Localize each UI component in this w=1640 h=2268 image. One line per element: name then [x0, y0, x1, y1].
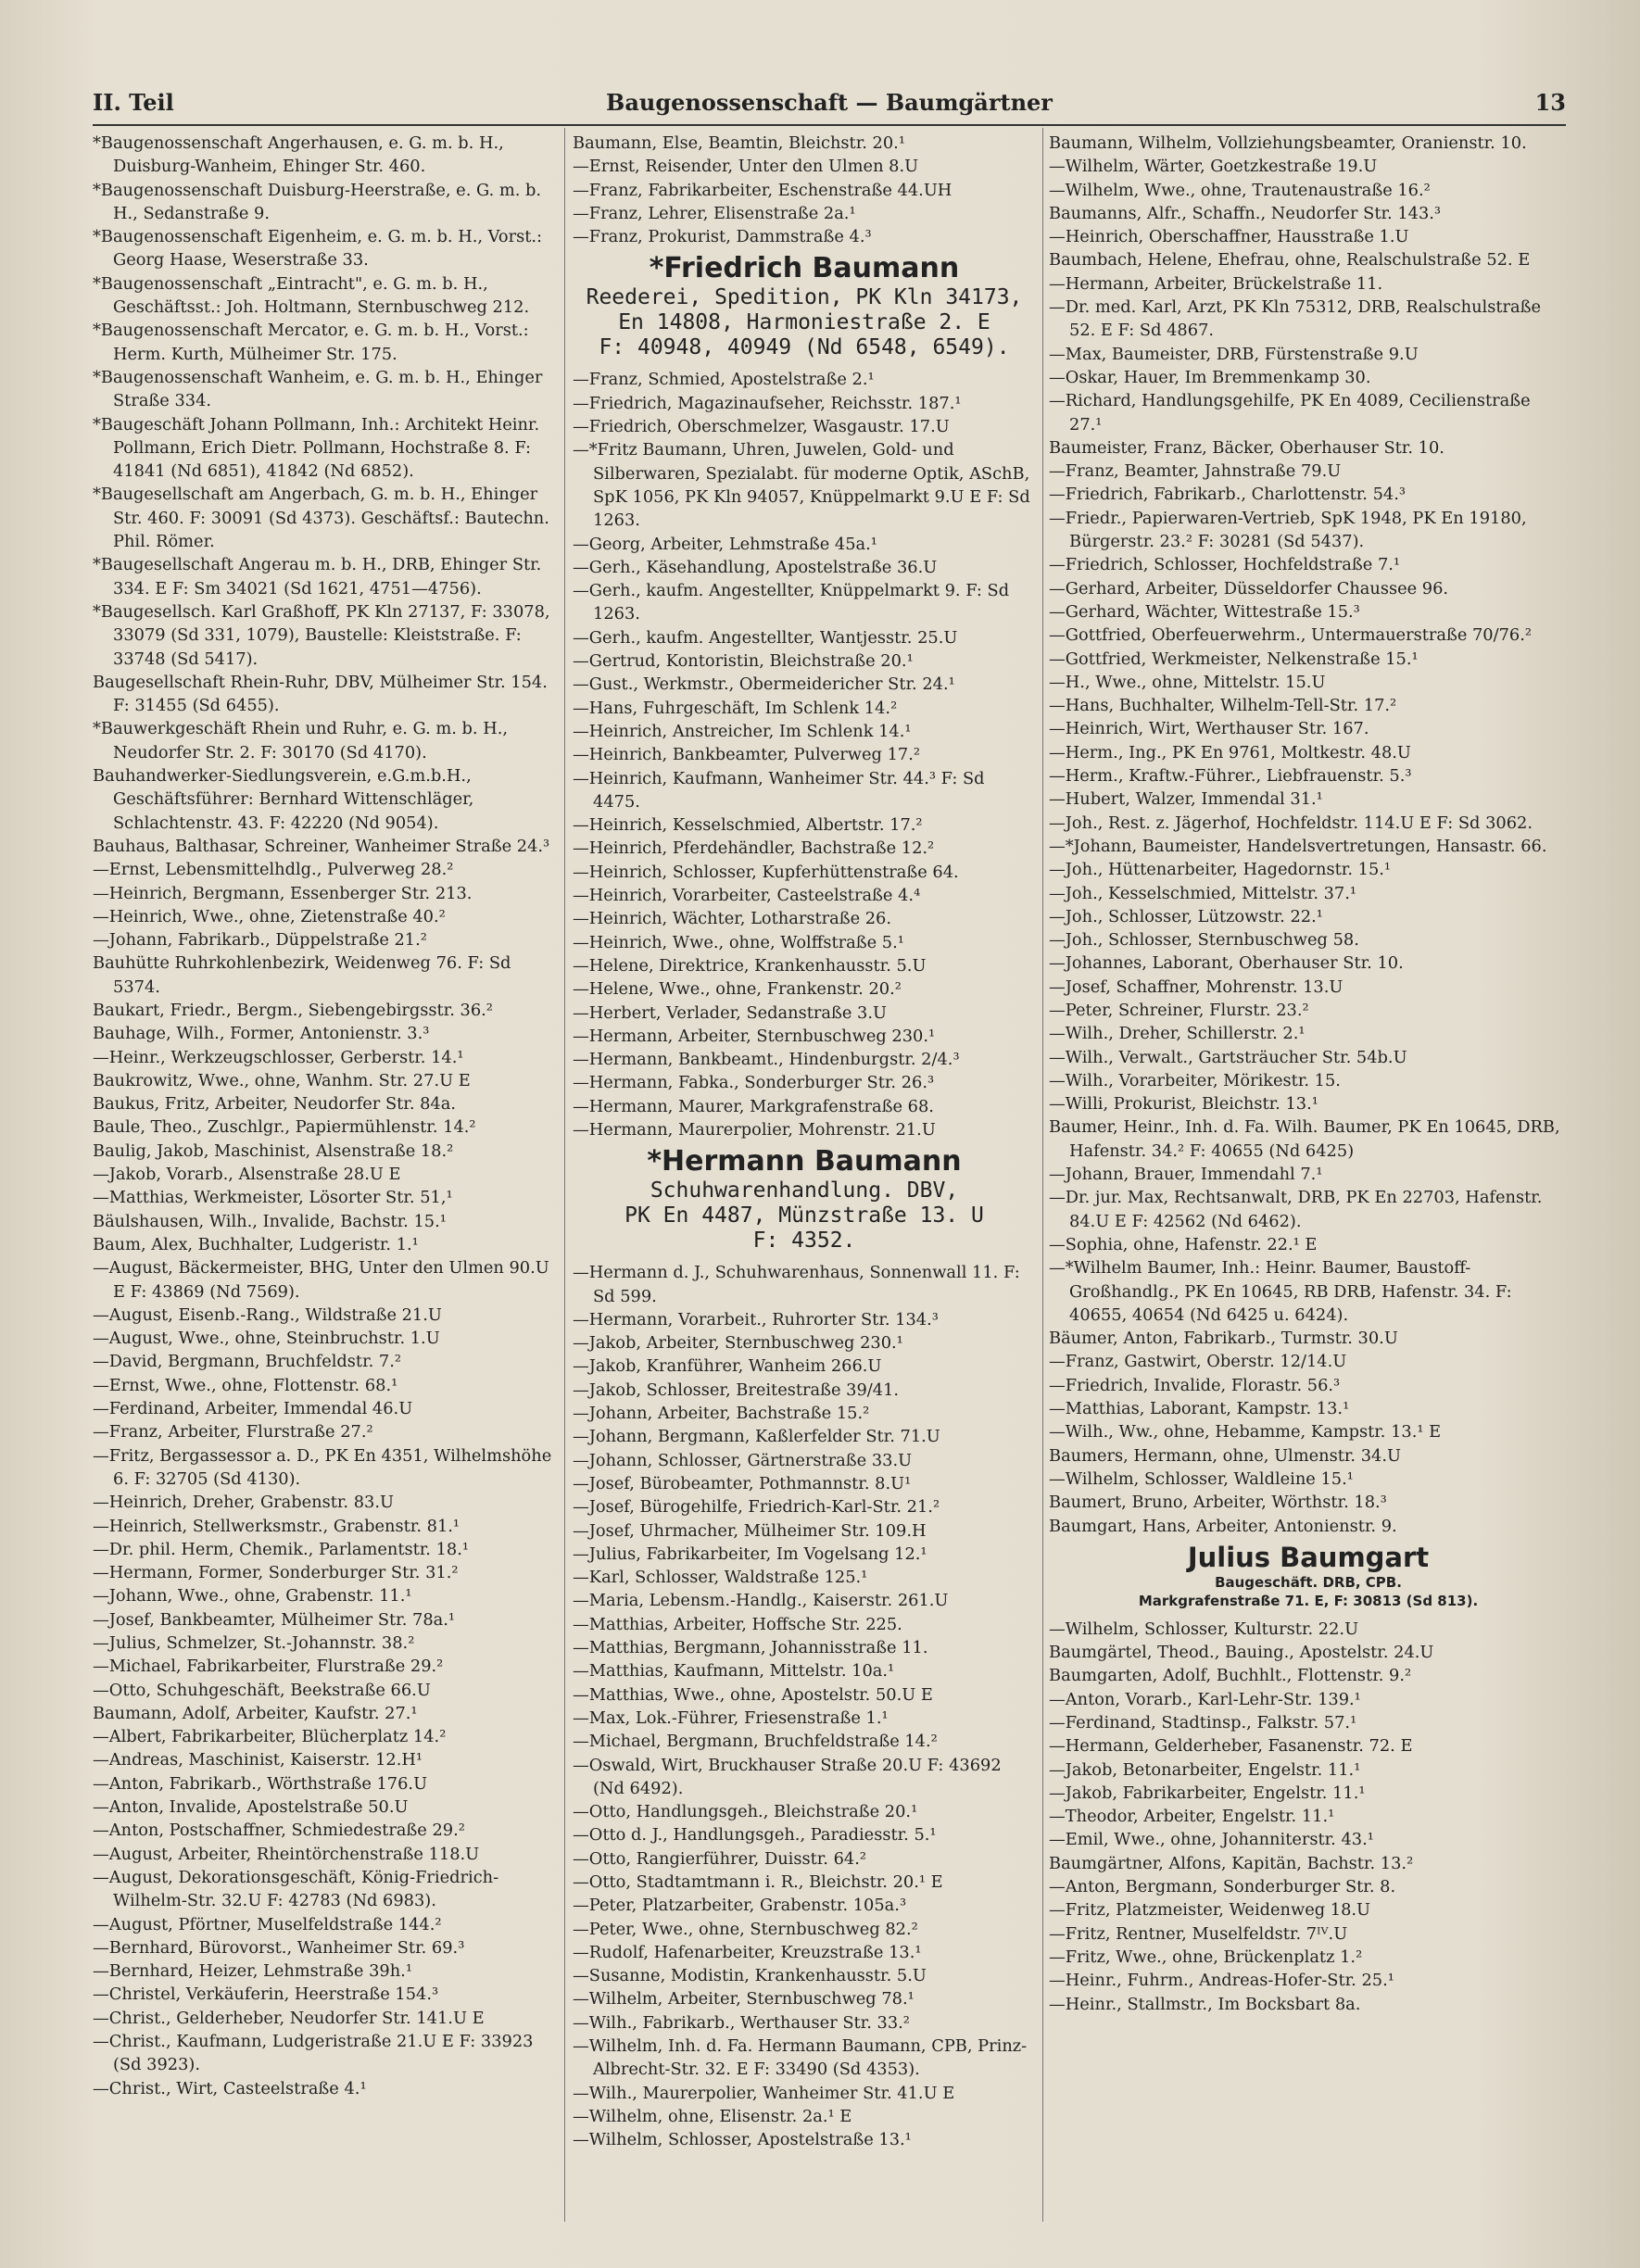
directory-entry: —Otto, Handlungsgeh., Bleichstraße 20.¹ — [573, 1802, 918, 1822]
directory-entry: —Oskar, Hauer, Im Bremmenkamp 30. — [1049, 367, 1371, 387]
directory-entry: —Josef, Bürogehilfe, Friedrich-Karl-Str. 21.² — [573, 1497, 940, 1518]
directory-entry: —Johann, Schlosser, Gärtnerstraße 33.U — [573, 1450, 913, 1470]
directory-entry: —Friedrich, Schlosser, Hochfeldstraße 7.¹ — [1049, 555, 1401, 575]
directory-entry: —Hermann, Bankbeamt., Hindenburgstr. 2/4.³ — [573, 1050, 960, 1070]
directory-entry: —Heinrich, Dreher, Grabenstr. 83.U — [93, 1493, 395, 1513]
directory-entry: —August, Pförtner, Muselfeldstraße 144.² — [93, 1914, 442, 1934]
directory-entry: —Heinrich, Wwe., ohne, Wolffstraße 5.¹ — [573, 932, 904, 952]
directory-entry: —Bernhard, Heizer, Lehmstraße 39h.¹ — [93, 1961, 412, 1982]
directory-entry: Baumgart, Hans, Arbeiter, Antonienstr. 9. — [1049, 1516, 1397, 1536]
directory-entry: —Otto d. J., Handlungsgeh., Paradiesstr. 5.¹ — [573, 1825, 937, 1846]
directory-entry: —Hermann d. J., Schuhwarenhaus, Sonnenwall 11. F: Sd 599. — [573, 1263, 1020, 1306]
advertisement-line: Baugeschäft. DRB, CPB. — [1215, 1573, 1402, 1591]
directory-entry: —Franz, Fabrikarbeiter, Eschenstraße 44.UH — [573, 180, 952, 200]
directory-entry: —Hubert, Walzer, Immendal 31.¹ — [1049, 789, 1323, 810]
directory-entry: —Matthias, Laborant, Kampstr. 13.¹ — [1049, 1399, 1350, 1419]
directory-entry: —Herm., Kraftw.-Führer., Liebfrauenstr. 5.³ — [1049, 766, 1412, 787]
directory-entry: *Baugenossenschaft Angerhausen, e. G. m. b. H., Duisburg-Wanheim, Ehinger Str. 460. — [93, 133, 504, 177]
directory-entry: Baum, Alex, Buchhalter, Ludgeristr. 1.¹ — [93, 1234, 419, 1254]
directory-entry: —Theodor, Arbeiter, Engelstr. 11.¹ — [1049, 1807, 1335, 1827]
directory-entry: —Ernst, Wwe., ohne, Flottenstr. 68.¹ — [93, 1375, 398, 1395]
directory-entry: —Christ., Wirt, Casteelstraße 4.¹ — [93, 2078, 367, 2098]
directory-entry: —*Fritz Baumann, Uhren, Juwelen, Gold- und Silberwaren, Spezialabt. für moderne Optik, ASchB, SpK 1056, PK Kln 94057, Knüppelmarkt 9.U E F: Sd 1263. — [573, 440, 1030, 531]
directory-entry: —Gust., Werkmstr., Obermeidericher Str. 24.¹ — [573, 674, 955, 695]
directory-entry: —Ferdinand, Stadtinsp., Falkstr. 57.¹ — [1049, 1713, 1357, 1732]
directory-entry: —Dr. med. Karl, Arzt, PK Kln 75312, DRB, Realschulstraße 52. E F: Sd 4867. — [1049, 297, 1541, 341]
advertisement-line: F: 4352. — [752, 1228, 856, 1254]
advertisement-line: PK En 4487, Münzstraße 13. U — [624, 1203, 984, 1228]
directory-entry: —Anton, Invalide, Apostelstraße 50.U — [93, 1797, 409, 1818]
directory-entry: Baumgarten, Adolf, Buchhlt., Flottenstr. 9.² — [1049, 1666, 1412, 1686]
directory-entry: —Rudolf, Hafenarbeiter, Kreuzstraße 13.¹ — [573, 1942, 922, 1962]
directory-entry: —Franz, Arbeiter, Flurstraße 27.² — [93, 1422, 373, 1443]
directory-entry: —Matthias, Wwe., ohne, Apostelstr. 50.U E — [573, 1684, 933, 1705]
directory-entry: —Friedrich, Fabrikarb., Charlottenstr. 54.³ — [1049, 485, 1406, 505]
business-advertisement — [1049, 1542, 1568, 1610]
directory-entry: —Wilhelm, Inh. d. Fa. Hermann Baumann, CPB, Prinz-Albrecht-Str. 32. E F: 33490 (Sd 4353). — [573, 2036, 1028, 2080]
directory-entry: —Gerhard, Wächter, Wittestraße 15.³ — [1049, 601, 1360, 622]
directory-entry: —Johann, Bergmann, Kaßlerfelder Str. 71.U — [573, 1427, 940, 1447]
directory-entry: —August, Eisenb.-Rang., Wildstraße 21.U — [93, 1304, 442, 1325]
directory-entry: —Friedrich, Magazinaufseher, Reichsstr. 187.¹ — [573, 393, 962, 413]
directory-entry: —Joh., Rest. z. Jägerhof, Hochfeldstr. 114.U E F: Sd 3062. — [1049, 813, 1533, 833]
directory-entry: Baumbach, Helene, Ehefrau, ohne, Realschulstraße 52. E — [1049, 250, 1531, 271]
directory-entry: —Wilh., Vorarbeiter, Mörikestr. 15. — [1049, 1070, 1341, 1090]
directory-entry: —Friedrich, Invalide, Florastr. 56.³ — [1049, 1375, 1341, 1395]
column-divider — [1042, 128, 1043, 2222]
running-title: Baugenossenschaft — Baumgärtner — [606, 89, 1053, 116]
directory-entry: —Fritz, Platzmeister, Weidenweg 18.U — [1049, 1900, 1371, 1921]
directory-entry: —Hermann, Vorarbeit., Ruhrorter Str. 134.³ — [573, 1309, 939, 1329]
directory-entry: —Hermann, Former, Sonderburger Str. 31.² — [93, 1563, 459, 1583]
directory-entry: —August, Dekorationsgeschäft, König-Friedrich-Wilhelm-Str. 32.U F: 42783 (Nd 6983). — [93, 1867, 499, 1911]
directory-entry: Baule, Theo., Zuschlgr., Papiermühlenstr. 14.² — [93, 1117, 476, 1138]
directory-entry: —Joh., Schlosser, Sternbuschweg 58. — [1049, 930, 1359, 951]
directory-entry: —Heinrich, Pferdehändler, Bachstraße 12.² — [573, 838, 935, 859]
directory-entry: —Hermann, Arbeiter, Brückelstraße 11. — [1049, 273, 1383, 294]
directory-entry: —Josef, Bürobeamter, Pothmannstr. 8.U¹ — [573, 1473, 912, 1493]
directory-entry: Baumanns, Alfr., Schaffn., Neudorfer Str. 143.³ — [1049, 203, 1442, 223]
directory-entry: —Herm., Ing., PK En 9761, Moltkestr. 48.U — [1049, 742, 1411, 762]
directory-entry: —Helene, Direktrice, Krankenhausstr. 5.U — [573, 955, 927, 976]
directory-entry: —Heinrich, Wirt, Werthauser Str. 167. — [1049, 719, 1369, 739]
directory-entry: —Wilhelm, Wwe., ohne, Trautenaustraße 16.² — [1049, 180, 1431, 200]
advertisement-title: *Friedrich Baumann — [649, 252, 960, 285]
directory-entry: *Baugesellschaft am Angerbach, G. m. b. H., Ehinger Str. 460. F: 30091 (Sd 4373). Geschäftsf.: Bautechn. Phil. Römer. — [93, 485, 549, 552]
directory-entry: —Matthias, Kaufmann, Mittelstr. 10a.¹ — [573, 1661, 895, 1682]
directory-entry: —Heinrich, Bergmann, Essenberger Str. 213. — [93, 883, 473, 903]
directory-entry: —Ferdinand, Arbeiter, Immendal 46.U — [93, 1399, 413, 1419]
directory-entry: —Heinrich, Anstreicher, Im Schlenk 14.¹ — [573, 721, 912, 741]
directory-entry: Bauhaus, Balthasar, Schreiner, Wanheimer Straße 24.³ — [93, 836, 550, 856]
directory-entry: —Josef, Bankbeamter, Mülheimer Str. 78a.¹ — [93, 1609, 456, 1630]
column-divider — [564, 128, 565, 2222]
directory-entry: —Hans, Fuhrgeschäft, Im Schlenk 14.² — [573, 698, 898, 718]
directory-entry: Bäulshausen, Wilh., Invalide, Bachstr. 15.¹ — [93, 1211, 447, 1231]
directory-entry: —Anton, Bergmann, Sonderburger Str. 8. — [1049, 1877, 1396, 1897]
directory-entry: —Gerh., kaufm. Angestellter, Wantjesstr. 25.U — [573, 627, 958, 648]
directory-entry: —Richard, Handlungsgehilfe, PK En 4089, Cecilienstraße 27.¹ — [1049, 391, 1531, 435]
directory-entry: —Joh., Schlosser, Lützowstr. 22.¹ — [1049, 906, 1323, 926]
business-advertisement — [573, 1145, 1036, 1254]
directory-entry: —Max, Lok.-Führer, Friesenstraße 1.¹ — [573, 1707, 889, 1728]
page-header — [93, 89, 1566, 126]
directory-entry: —Jakob, Betonarbeiter, Engelstr. 11.¹ — [1049, 1759, 1361, 1780]
directory-entry: —Peter, Platzarbeiter, Grabenstr. 105a.³ — [573, 1896, 907, 1916]
directory-entry: —Heinr., Fuhrm., Andreas-Hofer-Str. 25.¹ — [1049, 1971, 1394, 1991]
directory-entry: —Heinrich, Wwe., ohne, Zietenstraße 40.² — [93, 906, 446, 926]
directory-entry: —Anton, Vorarb., Karl-Lehr-Str. 139.¹ — [1049, 1689, 1361, 1709]
directory-entry: —Julius, Schmelzer, St.-Johannstr. 38.² — [93, 1633, 415, 1653]
directory-entry: *Bauwerkgeschäft Rhein und Ruhr, e. G. m. b. H., Neudorfer Str. 2. F: 30170 (Sd 4170). — [93, 719, 509, 762]
directory-entry: —August, Wwe., ohne, Steinbruchstr. 1.U — [93, 1329, 440, 1349]
directory-entry: —Albert, Fabrikarbeiter, Blücherplatz 14.² — [93, 1727, 447, 1747]
directory-entry: —H., Wwe., ohne, Mittelstr. 15.U — [1049, 672, 1326, 692]
directory-entry: Baumann, Else, Beamtin, Bleichstr. 20.¹ — [573, 133, 905, 153]
business-advertisement — [573, 252, 1036, 360]
directory-entry: —Jakob, Arbeiter, Sternbuschweg 230.¹ — [573, 1333, 903, 1354]
directory-entry: —Fritz, Rentner, Muselfeldstr. 7ᴵⱽ.U — [1049, 1923, 1348, 1944]
directory-entry: —Michael, Fabrikarbeiter, Flurstraße 29.² — [93, 1657, 444, 1677]
directory-entry: *Baugesellsch. Karl Graßhoff, PK Kln 27137, F: 33078, 33079 (Sd 331, 1079), Baustelle: Kleiststraße. F: 33748 (Sd 5417). — [93, 601, 550, 669]
directory-entry: —Johannes, Laborant, Oberhauser Str. 10. — [1049, 953, 1404, 974]
directory-entry: —Wilh., Ww., ohne, Hebamme, Kampstr. 13.¹ E — [1049, 1422, 1442, 1443]
directory-entry: —Franz, Lehrer, Elisenstraße 2a.¹ — [573, 203, 856, 223]
directory-entry: —Anton, Fabrikarb., Wörthstraße 176.U — [93, 1773, 428, 1794]
directory-entry: —August, Bäckermeister, BHG, Unter den Ulmen 90.U E F: 43869 (Nd 7569). — [93, 1258, 549, 1302]
directory-entry: —Joh., Kesselschmied, Mittelstr. 37.¹ — [1049, 883, 1357, 903]
directory-entry: —Wilhelm, ohne, Elisenstr. 2a.¹ E — [573, 2106, 852, 2126]
directory-entry: —Michael, Bergmann, Bruchfeldstraße 14.² — [573, 1732, 938, 1752]
directory-entry: *Baugenossenschaft Mercator, e. G. m. b. H., Vorst.: Herm. Kurth, Mülheimer Str. 175. — [93, 321, 529, 364]
directory-entry: Baumgärtner, Alfons, Kapitän, Bachstr. 13.² — [1049, 1853, 1414, 1873]
directory-entry: Bauhandwerker-Siedlungsverein, e.G.m.b.H., Geschäftsführer: Bernhard Wittenschläger, Schlachtenstr. 43. F: 42220 (Nd 9054). — [93, 766, 474, 833]
directory-entry: *Baugeschäft Johann Pollmann, Inh.: Architekt Heinr. Pollmann, Erich Dietr. Pollmann, Hochstraße 8. F: 41841 (Nd 6851), 41842 (Nd 6852). — [93, 414, 540, 482]
advertisement-line: En 14808, Harmoniestraße 2. E — [618, 310, 990, 335]
directory-entry: —Joh., Hüttenarbeiter, Hagedornstr. 15.¹ — [1049, 860, 1392, 880]
directory-entry: —Heinrich, Vorarbeiter, Casteelstraße 4.⁴ — [573, 886, 921, 906]
directory-entry: —Max, Baumeister, DRB, Fürstenstraße 9.U — [1049, 344, 1419, 364]
directory-entry: —Johann, Brauer, Immendahl 7.¹ — [1049, 1165, 1323, 1185]
page-number: 13 — [1534, 89, 1566, 116]
directory-entry: —Dr. jur. Max, Rechtsanwalt, DRB, PK En 22703, Hafenstr. 84.U E F: 42562 (Nd 6462). — [1049, 1188, 1543, 1231]
directory-entry: —Otto, Rangierführer, Duisstr. 64.² — [573, 1848, 867, 1869]
directory-entry: —Wilh., Verwalt., Gartsträucher Str. 54b.U — [1049, 1047, 1407, 1067]
directory-entry: —Maria, Lebensm.-Handlg., Kaiserstr. 261.U — [573, 1591, 949, 1611]
directory-entry: Baumers, Hermann, ohne, Ulmenstr. 34.U — [1049, 1445, 1401, 1466]
directory-entry: —Ernst, Reisender, Unter den Ulmen 8.U — [573, 157, 919, 177]
directory-entry: —Josef, Uhrmacher, Mülheimer Str. 109.H — [573, 1520, 927, 1541]
directory-entry: —Hermann, Fabka., Sonderburger Str. 26.³ — [573, 1073, 935, 1093]
advertisement-line: F: 40948, 40949 (Nd 6548, 6549). — [599, 335, 1010, 360]
directory-column-3 — [1049, 132, 1568, 2225]
directory-entry: Baugesellschaft Rhein-Ruhr, DBV, Mülheimer Str. 154. F: 31455 (Sd 6455). — [93, 672, 548, 716]
directory-entry: —Fritz, Bergassessor a. D., PK En 4351, Wilhelmshöhe 6. F: 32705 (Sd 4130). — [93, 1445, 552, 1489]
directory-entry: —Matthias, Werkmeister, Lösorter Str. 51,¹ — [93, 1188, 453, 1208]
directory-entry: —Heinrich, Bankbeamter, Pulverweg 17.² — [573, 745, 920, 765]
directory-entry: Baumeister, Franz, Bäcker, Oberhauser Str. 10. — [1049, 437, 1444, 458]
directory-entry: Baumann, Wilhelm, Vollziehungsbeamter, Oranienstr. 10. — [1049, 133, 1527, 153]
directory-entry: —Susanne, Modistin, Krankenhausstr. 5.U — [573, 1966, 927, 1986]
directory-entry: —Franz, Prokurist, Dammstraße 4.³ — [573, 227, 872, 247]
directory-entry: —Georg, Arbeiter, Lehmstraße 45a.¹ — [573, 534, 877, 554]
directory-entry: —Gerh., Käsehandlung, Apostelstraße 36.U — [573, 557, 938, 577]
directory-entry: —Ernst, Lebensmittelhdlg., Pulverweg 28.² — [93, 860, 454, 880]
directory-entry: —Christ., Kaufmann, Ludgeristraße 21.U E F: 33923 (Sd 3923). — [93, 2032, 534, 2075]
directory-entry: —Jakob, Schlosser, Breitestraße 39/41. — [573, 1380, 900, 1400]
directory-entry: —Otto, Schuhgeschäft, Beekstraße 66.U — [93, 1680, 431, 1700]
directory-entry: —Heinrich, Oberschaffner, Hausstraße 1.U — [1049, 227, 1409, 247]
directory-entry: *Baugenossenschaft „Eintracht", e. G. m. b. H., Geschäftsst.: Joh. Holtmann, Sternbuschweg 212. — [93, 273, 530, 318]
directory-entry: —Friedr., Papierwaren-Vertrieb, SpK 1948, PK En 19180, Bürgerstr. 23.² F: 30281 (Sd 5437). — [1049, 508, 1527, 552]
directory-entry: —Heinrich, Kesselschmied, Albertstr. 17.² — [573, 815, 923, 836]
directory-entry: —Hermann, Maurer, Markgrafenstraße 68. — [573, 1096, 934, 1116]
directory-entry: —Johann, Wwe., ohne, Grabenstr. 11.¹ — [93, 1586, 412, 1606]
advertisement-title: *Hermann Baumann — [647, 1145, 962, 1178]
directory-entry: —Jakob, Vorarb., Alsenstraße 28.U E — [93, 1165, 401, 1185]
directory-entry: —Gerhard, Arbeiter, Düsseldorfer Chaussee 96. — [1049, 578, 1449, 598]
directory-entry: —Josef, Schaffner, Mohrenstr. 13.U — [1049, 976, 1344, 997]
directory-entry: Baumer, Heinr., Inh. d. Fa. Wilh. Baumer, PK En 10645, DRB, Hafenstr. 34.² F: 40655 (Nd 6425) — [1049, 1117, 1560, 1161]
directory-entry: —*Johann, Baumeister, Handelsvertretungen, Hansastr. 66. — [1049, 836, 1547, 856]
directory-entry: *Baugesellschaft Angerau m. b. H., DRB, Ehinger Str. 334. E F: Sm 34021 (Sd 1621, 4751—4756). — [93, 555, 542, 598]
directory-entry: Bauhütte Ruhrkohlenbezirk, Weidenweg 76. F: Sd 5374. — [93, 953, 511, 997]
advertisement-line: Markgrafenstraße 71. E, F: 30813 (Sd 813). — [1138, 1592, 1479, 1609]
directory-entry: —Anton, Postschaffner, Schmiedestraße 29.² — [93, 1821, 465, 1841]
directory-entry: —Hermann, Gelderheber, Fasanenstr. 72. E — [1049, 1736, 1413, 1757]
directory-entry: —David, Bergmann, Bruchfeldstr. 7.² — [93, 1352, 402, 1372]
directory-entry: —Heinrich, Schlosser, Kupferhüttenstraße 64. — [573, 862, 959, 882]
directory-entry: Baukart, Friedr., Bergm., Siebengebirgsstr. 36.² — [93, 1000, 493, 1020]
directory-entry: Baukrowitz, Wwe., ohne, Wanhm. Str. 27.U E — [93, 1070, 471, 1090]
advertisement-line: Reederei, Spedition, PK Kln 34173, — [586, 285, 1023, 310]
advertisement-line: Schuhwarenhandlung. DBV, — [650, 1178, 959, 1203]
directory-entry: —Heinrich, Kaufmann, Wanheimer Str. 44.³ F: Sd 4475. — [573, 768, 985, 812]
directory-entry: —Christel, Verkäuferin, Heerstraße 154.³ — [93, 1984, 439, 2005]
directory-column-2 — [573, 132, 1036, 2225]
directory-entry: —Gottfried, Oberfeuerwehrm., Untermauerstraße 70/76.² — [1049, 625, 1533, 646]
directory-entry: —Gottfried, Werkmeister, Nelkenstraße 15.¹ — [1049, 649, 1419, 669]
directory-entry: —Hans, Buchhalter, Wilhelm-Tell-Str. 17.² — [1049, 696, 1397, 716]
directory-entry: —Wilhelm, Schlosser, Waldleine 15.¹ — [1049, 1468, 1354, 1489]
directory-entry: Bäumer, Anton, Fabrikarb., Turmstr. 30.U — [1049, 1329, 1398, 1349]
directory-entry: —August, Arbeiter, Rheintörchenstraße 118.U — [93, 1844, 480, 1864]
directory-entry: —Otto, Stadtamtmann i. R., Bleichstr. 20.¹ E — [573, 1872, 943, 1892]
directory-entry: —Gertrud, Kontoristin, Bleichstraße 20.¹ — [573, 651, 914, 672]
directory-entry: Baulig, Jakob, Maschinist, Alsenstraße 18.² — [93, 1140, 454, 1161]
directory-entry: *Baugenossenschaft Wanheim, e. G. m. b. H., Ehinger Straße 334. — [93, 367, 543, 411]
directory-entry: —Franz, Beamter, Jahnstraße 79.U — [1049, 461, 1342, 482]
header-rule — [93, 124, 1566, 126]
directory-entry: —Christ., Gelderheber, Neudorfer Str. 141.U E — [93, 2008, 485, 2028]
directory-entry: —Julius, Fabrikarbeiter, Im Vogelsang 12.¹ — [573, 1544, 927, 1564]
directory-entry: —Oswald, Wirt, Bruckhauser Straße 20.U F: 43692 (Nd 6492). — [573, 1755, 1002, 1798]
directory-entry: —Bernhard, Bürovorst., Wanheimer Str. 69.³ — [93, 1937, 465, 1958]
directory-entry: —Helene, Wwe., ohne, Frankenstr. 20.² — [573, 979, 902, 1000]
directory-entry: —Dr. phil. Herm, Chemik., Parlamentstr. 18.¹ — [93, 1539, 470, 1559]
directory-entry: Bauhage, Wilh., Former, Antonienstr. 3.³ — [93, 1024, 430, 1044]
directory-entry: —Karl, Schlosser, Waldstraße 125.¹ — [573, 1568, 868, 1588]
directory-entry: —Sophia, ohne, Hafenstr. 22.¹ E — [1049, 1234, 1318, 1254]
directory-entry: —Fritz, Wwe., ohne, Brückenplatz 1.² — [1049, 1947, 1363, 1967]
directory-entry: —Hermann, Maurerpolier, Mohrenstr. 21.U — [573, 1119, 936, 1140]
directory-entry: —Andreas, Maschinist, Kaiserstr. 12.H¹ — [93, 1750, 423, 1770]
directory-entry: —Peter, Wwe., ohne, Sternbuschweg 82.² — [573, 1919, 918, 1939]
directory-entry: —Herbert, Verlader, Sedanstraße 3.U — [573, 1002, 887, 1023]
directory-entry: —Willi, Prokurist, Bleichstr. 13.¹ — [1049, 1094, 1318, 1115]
directory-entry: *Baugenossenschaft Eigenheim, e. G. m. b. H., Vorst.: Georg Haase, Weserstraße 33. — [93, 227, 543, 271]
directory-entry: —Johann, Fabrikarb., Düppelstraße 21.² — [93, 930, 427, 951]
directory-entry: —Emil, Wwe., ohne, Johanniterstr. 43.¹ — [1049, 1830, 1374, 1850]
directory-entry: —Matthias, Bergmann, Johannisstraße 11. — [573, 1638, 928, 1658]
directory-entry: —Heinrich, Wächter, Lotharstraße 26. — [573, 909, 892, 929]
directory-entry: —Heinr., Stallmstr., Im Bocksbart 8a. — [1049, 1994, 1361, 2014]
advertisement-title: Julius Baumgart — [1187, 1541, 1430, 1573]
directory-entry: —Heinr., Werkzeugschlosser, Gerberstr. 14.¹ — [93, 1047, 464, 1067]
directory-entry: *Baugenossenschaft Duisburg-Heerstraße, e. G. m. b. H., Sedanstraße 9. — [93, 180, 542, 223]
directory-entry: —*Wilhelm Baumer, Inh.: Heinr. Baumer, Baustoff-Großhandlg., PK En 10645, RB DRB, Hafenstr. 34. F: 40655, 40654 (Nd 6425 u. 6424). — [1049, 1258, 1512, 1325]
directory-entry: —Friedrich, Oberschmelzer, Wasgaustr. 17.U — [573, 417, 950, 437]
directory-entry: —Peter, Schreiner, Flurstr. 23.² — [1049, 1000, 1309, 1020]
directory-entry: —Hermann, Arbeiter, Sternbuschweg 230.¹ — [573, 1026, 936, 1046]
directory-entry: —Gerh., kaufm. Angestellter, Knüppelmarkt 9. F: Sd 1263. — [573, 581, 1010, 624]
directory-entry: Baumgärtel, Theod., Bauing., Apostelstr. 24.U — [1049, 1643, 1434, 1663]
section-label: II. Teil — [93, 89, 174, 116]
directory-entry: Baumann, Adolf, Arbeiter, Kaufstr. 27.¹ — [93, 1703, 418, 1723]
directory-entry: —Wilhelm, Schlosser, Kulturstr. 22.U — [1049, 1619, 1359, 1639]
directory-entry: —Wilhelm, Schlosser, Apostelstraße 13.¹ — [573, 2130, 912, 2150]
directory-entry: Baumert, Bruno, Arbeiter, Wörthstr. 18.³ — [1049, 1493, 1387, 1513]
directory-entry: —Wilhelm, Arbeiter, Sternbuschweg 78.¹ — [573, 1989, 915, 2010]
directory-entry: —Johann, Arbeiter, Bachstraße 15.² — [573, 1404, 870, 1424]
directory-entry: —Wilhelm, Wärter, Goetzkestraße 19.U — [1049, 157, 1378, 177]
directory-entry: —Jakob, Kranführer, Wanheim 266.U — [573, 1356, 882, 1377]
directory-entry: —Matthias, Arbeiter, Hoffsche Str. 225. — [573, 1614, 902, 1634]
directory-entry: —Jakob, Fabrikarbeiter, Engelstr. 11.¹ — [1049, 1783, 1366, 1803]
directory-entry: Baukus, Fritz, Arbeiter, Neudorfer Str. 84a. — [93, 1094, 457, 1115]
directory-entry: —Wilh., Dreher, Schillerstr. 2.¹ — [1049, 1024, 1306, 1044]
directory-entry: —Wilh., Fabrikarb., Werthauser Str. 33.² — [573, 2012, 910, 2033]
directory-entry: —Heinrich, Stellwerksmstr., Grabenstr. 81.¹ — [93, 1516, 460, 1536]
directory-column-1 — [93, 132, 556, 2225]
directory-entry: —Wilh., Maurerpolier, Wanheimer Str. 41.U E — [573, 2083, 955, 2103]
directory-entry: —Franz, Schmied, Apostelstraße 2.¹ — [573, 370, 875, 390]
directory-entry: —Franz, Gastwirt, Oberstr. 12/14.U — [1049, 1352, 1347, 1372]
